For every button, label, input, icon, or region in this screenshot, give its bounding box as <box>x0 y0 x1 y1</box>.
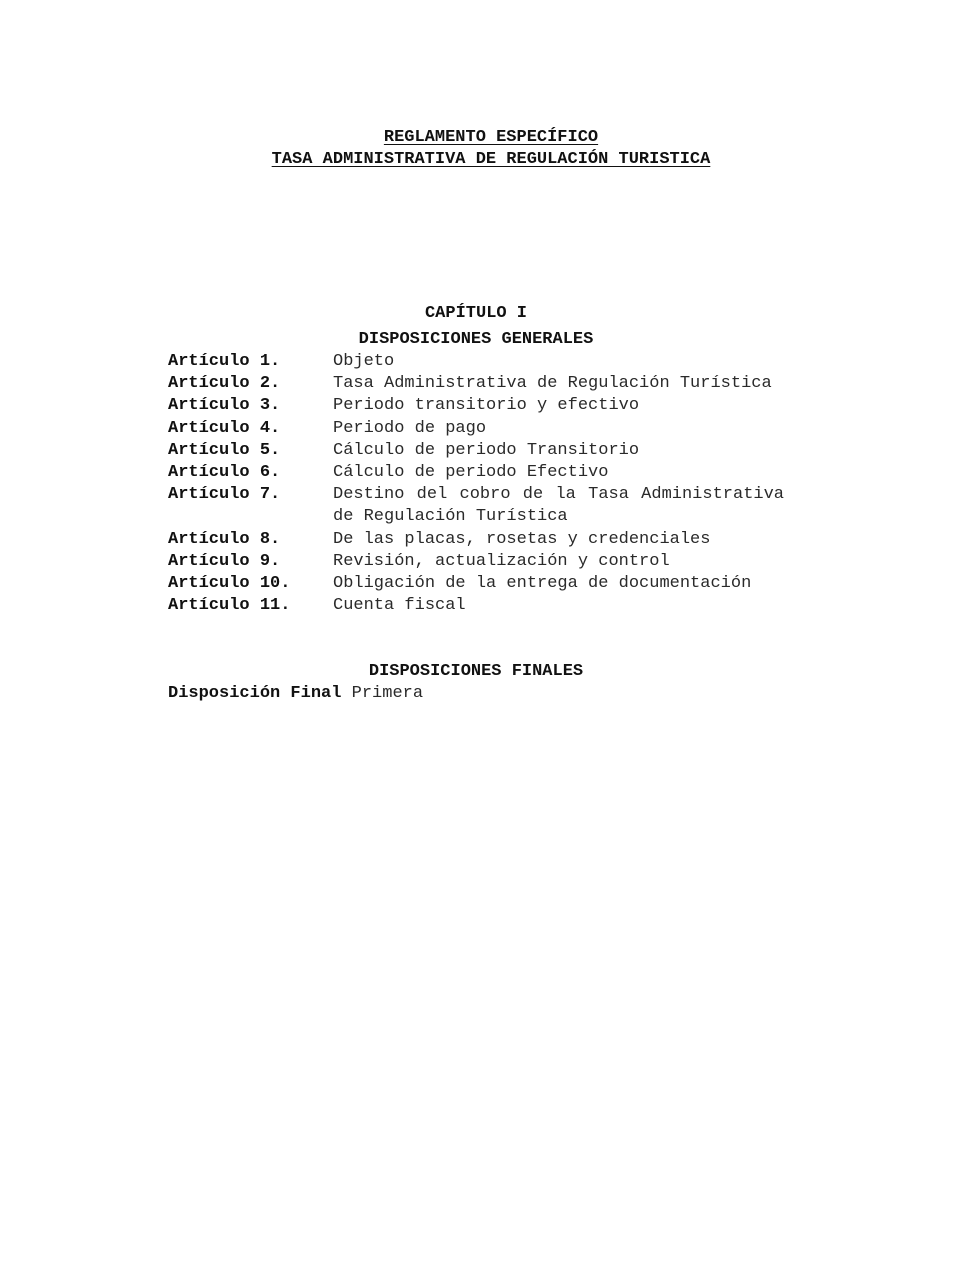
toc-entry-article-5 <box>168 440 784 462</box>
toc-entry-article-4 <box>168 418 784 440</box>
article-title: Objeto <box>333 352 395 371</box>
toc-entry-article-7 <box>168 484 784 528</box>
article-title: Cálculo de periodo Transitorio <box>333 440 640 460</box>
toc-entry-article-2 <box>168 373 784 395</box>
article-label: Artículo 2. <box>168 374 281 394</box>
article-label: Artículo 5. <box>168 440 281 460</box>
article-label: Artículo 3. <box>168 396 281 416</box>
section-heading-general: DISPOSICIONES GENERALES <box>358 330 594 349</box>
article-title: Tasa Administrativa de Regulación Turística <box>333 374 772 394</box>
toc-entry-article-1 <box>168 351 784 373</box>
article-label: Artículo 9. <box>168 551 281 571</box>
final-disposition-label: Disposición Final <box>168 684 342 703</box>
article-label: Artículo 4. <box>168 418 281 438</box>
article-title: Cálculo de periodo Efectivo <box>333 463 609 483</box>
article-label: Artículo 10. <box>168 574 291 594</box>
article-title: Revisión, actualización y control <box>333 551 670 571</box>
article-title: De las placas, rosetas y credenciales <box>333 529 711 549</box>
article-label: Artículo 6. <box>168 463 281 483</box>
toc-entry-article-11 <box>168 595 784 617</box>
toc-entry-article-3 <box>168 395 784 417</box>
article-label: Artículo 8. <box>168 529 281 549</box>
section-heading-final: DISPOSICIONES FINALES <box>368 662 584 681</box>
article-title: Periodo transitorio y efectivo <box>333 396 640 416</box>
toc-entry-article-9 <box>168 551 784 573</box>
table-of-contents <box>168 351 784 617</box>
article-label: Artículo 7. <box>168 485 281 505</box>
article-label: Artículo 1. <box>168 352 281 371</box>
toc-entry-article-8 <box>168 529 784 551</box>
article-title: Periodo de pago <box>333 418 487 438</box>
article-title: Obligación de la entrega de documentación <box>333 574 752 594</box>
document-title <box>0 127 978 171</box>
chapter-heading: CAPÍTULO I <box>424 304 528 323</box>
title-line-1: REGLAMENTO ESPECÍFICO <box>383 128 599 147</box>
article-title: Cuenta fiscal <box>333 596 466 616</box>
title-line-2: TASA ADMINISTRATIVA DE REGULACIÓN TURISTICA <box>271 150 711 169</box>
article-title: Destino del cobro de la Tasa Administrativa de Regulación Turística <box>333 485 784 527</box>
toc-entry-final-disposition <box>168 683 423 705</box>
article-label: Artículo 11. <box>168 596 291 616</box>
final-disposition-title: Primera <box>351 684 424 703</box>
toc-entry-article-10 <box>168 573 784 595</box>
toc-entry-article-6 <box>168 462 784 484</box>
